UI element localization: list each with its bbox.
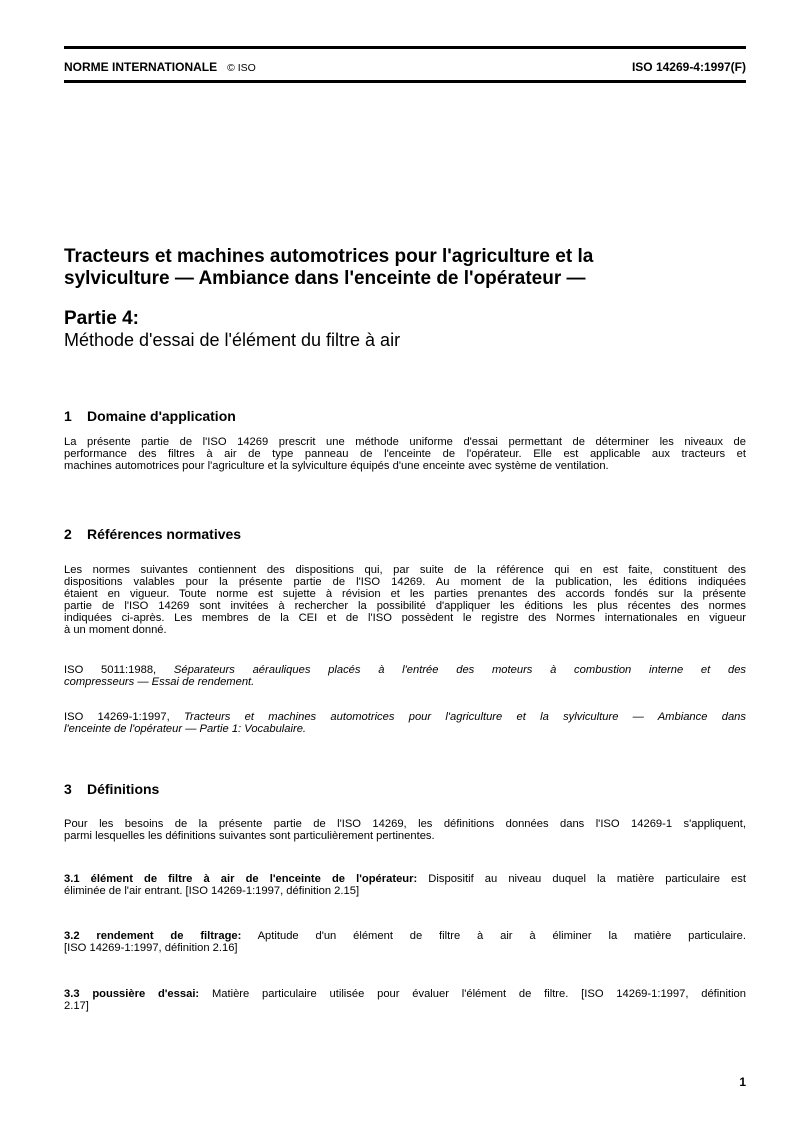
section-title: Domaine d'application [87, 408, 236, 424]
text-line: Les normes suivantes contiennent des dispositions qui, par suite de la référence qui en est faite, constituent des [64, 564, 746, 576]
header-top-rule [64, 46, 746, 49]
reference-title: Séparateurs aérauliques placés à l'entrée des moteurs à combustion interne et des [173, 664, 747, 676]
text-line: performance des filtres à air de type panneau de l'enceinte de l'opérateur. Elle est applicable aux tracteurs et [64, 448, 746, 460]
document-title [64, 246, 746, 290]
part-label: Partie 4: [64, 308, 139, 329]
text-line: dispositions valables pour la présente partie de l'ISO 14269. Au moment de la publication, les éditions indiquées [64, 576, 746, 588]
text-line: étaient en vigueur. Toute norme est sujette à révision et les parties prenantes des accords fondés sur la présente [64, 588, 746, 600]
reference-code: ISO 5011:1988, [64, 664, 157, 676]
text-line: à un moment donné. [64, 624, 167, 636]
standard-reference: ISO 14269-4:1997(F) [631, 60, 746, 74]
header-left [64, 59, 256, 76]
section-3-paragraph [64, 818, 746, 842]
reference-code: ISO 14269-1:1997, [64, 711, 170, 723]
text-line: La présente partie de l'ISO 14269 prescrit une méthode uniforme d'essai permettant de déterminer les niveaux de [64, 436, 746, 448]
text-line: 2.17] [64, 1000, 89, 1012]
text-line [64, 988, 746, 1000]
text-line: [ISO 14269-1:1997, définition 2.16] [64, 942, 238, 954]
section-number: 3 [64, 781, 72, 797]
section-1-heading [64, 407, 236, 425]
reference-title-cont: compresseurs — Essai de rendement. [64, 676, 255, 688]
normative-reference-1 [64, 664, 746, 688]
text-line [64, 664, 746, 676]
definition-term: 3.2 rendement de filtrage: [64, 930, 242, 942]
section-number: 2 [64, 526, 72, 542]
definition-text: Dispositif au niveau duquel la matière particulaire est [417, 873, 746, 885]
title-line-1: Tracteurs et machines automotrices pour l'agriculture et la [64, 246, 594, 267]
definition-text: Aptitude d'un élément de filtre à air à éliminer la matière particulaire. [241, 930, 746, 942]
definition-text: Matière particulaire utilisée pour évaluer l'élément de filtre. [ISO 14269-1:1997, définition [199, 988, 747, 1000]
text-line [64, 711, 746, 723]
text-line: parmi lesquelles les définitions suivantes sont particulièrement pertinentes. [64, 830, 435, 842]
text-line [64, 676, 746, 688]
text-line [64, 873, 746, 885]
text-line [64, 930, 746, 942]
text-line: Pour les besoins de la présente partie de l'ISO 14269, les définitions données dans l'ISO 14269-1 s'appliquent, [64, 818, 746, 830]
definition-3-3 [64, 988, 746, 1012]
section-2-heading [64, 525, 241, 543]
reference-title: Tracteurs et machines automotrices pour l'agriculture et la sylviculture — Ambiance dans [183, 711, 746, 723]
text-line: éliminée de l'air entrant. [ISO 14269-1:1997, définition 2.15] [64, 885, 360, 897]
header-bottom-rule [64, 80, 746, 83]
copyright-mark: © ISO [227, 62, 256, 74]
text-line: machines automotrices pour l'agriculture et la sylviculture équipés d'une enceinte avec système de ventilation. [64, 460, 609, 472]
text-line [64, 723, 746, 735]
section-title: Définitions [87, 781, 160, 797]
definition-3-1 [64, 873, 746, 897]
reference-title-cont: l'enceinte de l'opérateur — Partie 1: Vocabulaire. [64, 723, 307, 735]
section-title: Références normatives [87, 526, 242, 542]
normative-reference-2 [64, 711, 746, 735]
text-line: partie de l'ISO 14269 sont invitées à rechercher la possibilité d'appliquer les éditions les plus récentes des normes [64, 600, 746, 612]
page-number: 1 [739, 1075, 746, 1089]
standard-type: NORME INTERNATIONALE [64, 60, 218, 74]
definition-term: 3.3 poussière d'essai: [64, 988, 200, 1000]
part-subtitle: Méthode d'essai de l'élément du filtre à air [64, 330, 401, 350]
definition-3-2 [64, 930, 746, 954]
section-number: 1 [64, 408, 72, 424]
section-2-paragraph [64, 564, 746, 636]
section-1-paragraph [64, 436, 746, 472]
running-header [64, 59, 746, 75]
text-line: indiquées ci-après. Les membres de la CEI et de l'ISO possèdent le registre des Normes internationales en vigueur [64, 612, 746, 624]
definition-term: 3.1 élément de filtre à air de l'enceinte de l'opérateur: [64, 873, 418, 885]
section-3-heading [64, 780, 159, 798]
title-line-2: sylviculture — Ambiance dans l'enceinte de l'opérateur — [64, 268, 586, 289]
